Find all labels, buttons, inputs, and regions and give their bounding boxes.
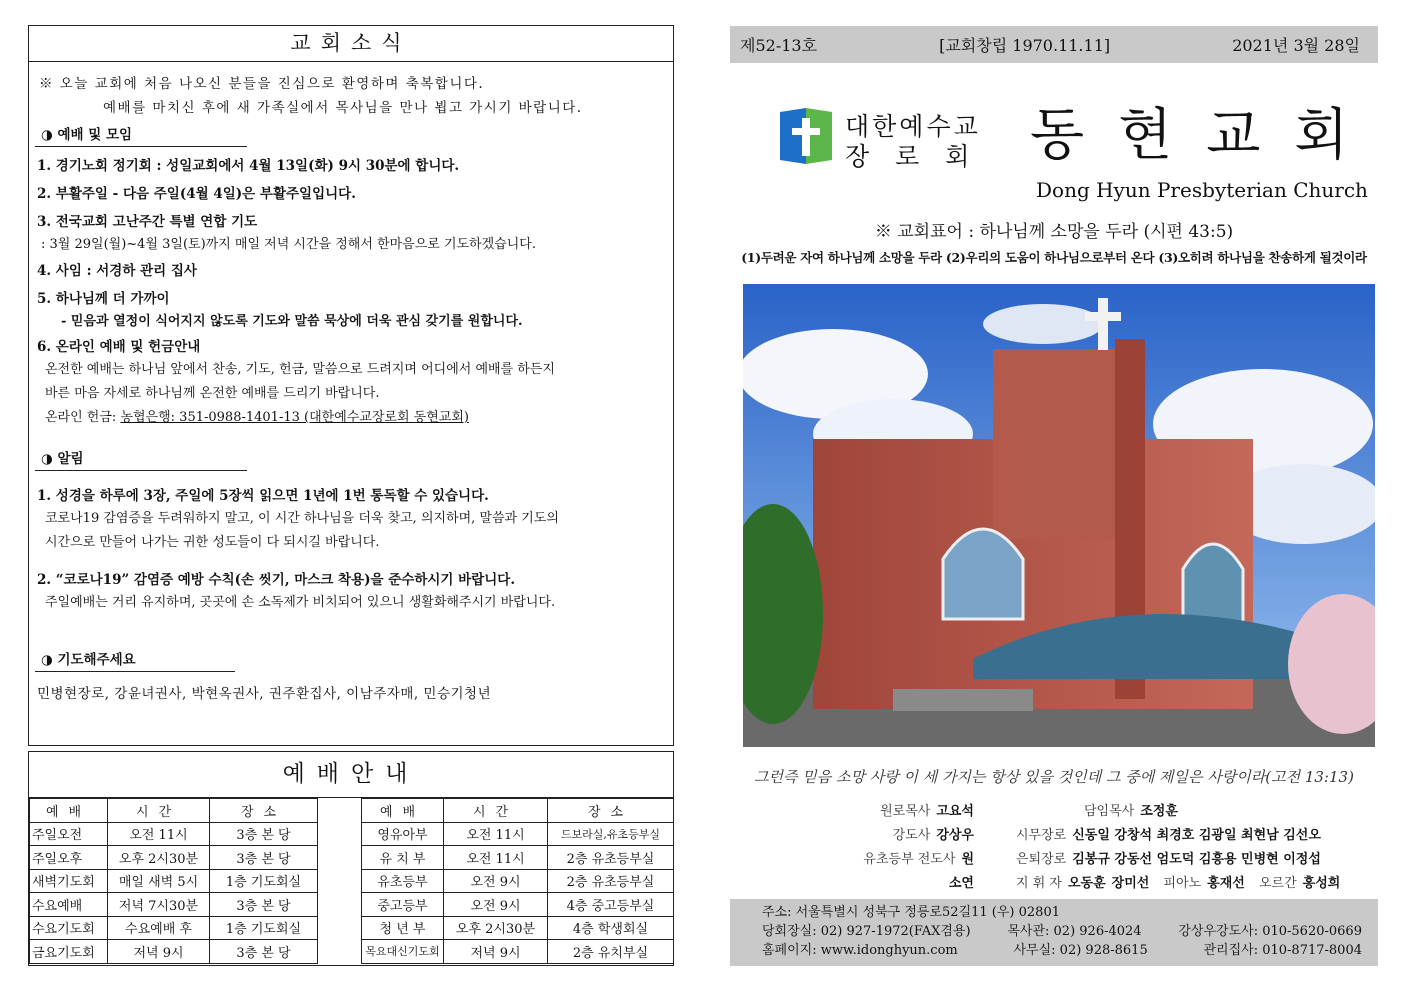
manse-phone: 목사관: 02) 926-4024 xyxy=(1007,924,1142,939)
table-cell: 유 치 부 xyxy=(362,846,444,870)
header-cell: 시간 xyxy=(444,799,548,823)
website: 홈페이지: www.idonghyun.com xyxy=(762,943,958,958)
table-cell: 저녁 7시30분 xyxy=(108,893,210,917)
staff-label: 유초등부 전도사 xyxy=(863,852,956,867)
staff-name: 원소연 xyxy=(948,852,974,891)
staff-row xyxy=(852,848,974,896)
table-cell: 수요예배 xyxy=(30,893,108,917)
founding-date: [교회창립 1970.11.11] xyxy=(939,36,1111,55)
bulletin-date: 2021년 3월 28일 xyxy=(1232,36,1360,55)
staff-row xyxy=(1016,872,1376,896)
staff-label: 담임목사 xyxy=(1084,804,1135,819)
elder-names: 신동일 강창석 최경호 김광일 최현남 김선오 xyxy=(1072,828,1321,843)
table-cell: 1층 기도회실 xyxy=(210,916,318,940)
table-cell: 3층 본 당 xyxy=(210,893,318,917)
news-item-3-detail: : 3월 29일(월)~4월 3일(토)까지 매일 저녁 시간을 정해서 한마음으로 기도하겠습니다. xyxy=(41,237,536,252)
table-gap xyxy=(318,846,362,870)
table-row xyxy=(30,940,674,964)
office-phone: 당회장실: 02) 927-1972(FAX겸용) xyxy=(762,924,971,939)
church-name: 동현교회 xyxy=(1030,103,1383,168)
table-gap xyxy=(318,893,362,917)
table-row xyxy=(30,893,674,917)
section-notices: ◑ 알림 xyxy=(35,448,247,471)
table-cell: 3층 본 당 xyxy=(210,822,318,846)
worship-guide-box xyxy=(28,751,674,966)
news-item-6-line-2: 바른 마음 자세로 하나님께 온전한 예배를 드리기 바랍니다. xyxy=(45,386,380,401)
table-cell: 3층 본 당 xyxy=(210,846,318,870)
contact-footer xyxy=(730,899,1378,966)
table-cell: 주일오후 xyxy=(30,846,108,870)
table-cell: 새벽기도회 xyxy=(30,869,108,893)
table-cell: 청 년 부 xyxy=(362,916,444,940)
table-cell: 수요기도회 xyxy=(30,916,108,940)
staff-row xyxy=(1016,800,1376,824)
issue-number: 제52-13호 xyxy=(740,36,818,55)
news-item-5: 5. 하나님께 더 가까이 xyxy=(37,291,170,307)
table-row xyxy=(30,916,674,940)
staff-row xyxy=(852,824,974,848)
table-row xyxy=(30,869,674,893)
address: 주소: 서울특별시 성북구 정릉로52길11 (우) 02801 xyxy=(762,905,1060,920)
table-cell: 저녁 9시 xyxy=(108,940,210,964)
staff-right xyxy=(1016,800,1376,896)
header-cell: 예배 xyxy=(362,799,444,823)
news-item-6: 6. 온라인 예배 및 헌금안내 xyxy=(37,339,201,355)
notice-2: 2. “코로나19” 감염증 예방 수칙(손 씻기, 마스크 착용)을 준수하시기 바랍니다. xyxy=(37,572,516,588)
notice-1: 1. 성경을 하루에 3장, 주일에 5장씩 읽으면 1년에 1번 통독할 수 있습니다. xyxy=(37,488,489,504)
table-cell: 저녁 9시 xyxy=(444,940,548,964)
denomination-line-1: 대한예수교 xyxy=(845,112,981,141)
scripture-quote: 그런즉 믿음 소망 사랑 이 세 가지는 항상 있을 것인데 그 중에 제일은 사랑이라(고전 13:13) xyxy=(754,768,1354,786)
online-offering-label: 온라인 헌금: xyxy=(45,410,121,425)
table-cell: 오전 9시 xyxy=(444,893,548,917)
office-phone-2: 사무실: 02) 928-8615 xyxy=(1013,943,1148,958)
table-cell: 중고등부 xyxy=(362,893,444,917)
table-gap xyxy=(318,822,362,846)
staff-label: 원로목사 xyxy=(880,804,931,819)
header-cell: 장소 xyxy=(548,799,674,823)
staff-row xyxy=(852,800,974,824)
news-item-3: 3. 전국교회 고난주간 특별 연합 기도 xyxy=(37,214,258,230)
table-gap xyxy=(318,916,362,940)
table-cell: 4층 중고등부실 xyxy=(548,893,674,917)
table-cell: 1층 기도회실 xyxy=(210,869,318,893)
church-motto: ※ 교회표어 : 하나님께 소망을 두라 (시편 43:5) xyxy=(874,222,1234,242)
church-building-photo xyxy=(743,284,1375,747)
prayer-list: 민병현장로, 강윤녀권사, 박현옥권사, 권주환집사, 이남주자매, 민승기청년 xyxy=(37,686,492,702)
motto-verses: (1)두려운 자여 하나님께 소망을 두라 (2)우리의 도움이 하나님으로부터 온다 (3)오히려 하나님을 찬송하게 될것이라 xyxy=(741,250,1367,265)
section-worship-meetings: ◑ 예배 및 모임 xyxy=(35,124,247,147)
table-cell: 오전 11시 xyxy=(444,822,548,846)
denomination-line-2: 장로회 xyxy=(845,142,996,171)
news-item-4: 4. 사임 : 서경하 관리 집사 xyxy=(37,263,197,279)
table-cell: 2층 유초등부실 xyxy=(548,846,674,870)
table-cell: 오후 2시30분 xyxy=(108,846,210,870)
staff-name: 고요석 xyxy=(936,804,974,819)
table-cell: 오전 9시 xyxy=(444,869,548,893)
staff-row xyxy=(1016,824,1376,848)
header-cell: 시간 xyxy=(108,799,210,823)
news-item-5-detail: - 믿음과 열정이 식어지지 않도록 기도와 말씀 묵상에 더욱 관심 갖기를 원합니다. xyxy=(61,314,523,329)
news-item-1: 1. 경기노회 정기회 : 성일교회에서 4월 13일(화) 9시 30분에 합니다. xyxy=(37,158,460,174)
news-title: 교회소식 xyxy=(29,26,673,62)
news-item-6-line-1: 온전한 예배는 하나님 앞에서 찬송, 기도, 헌금, 말씀으로 드려지며 어디에서 예배를 하든지 xyxy=(45,362,555,377)
staff-left xyxy=(852,800,974,896)
staff-row xyxy=(1016,848,1376,872)
header-cell: 장소 xyxy=(210,799,318,823)
manager-phone: 관리집사: 010-8717-8004 xyxy=(1203,943,1362,958)
organist-name: 홍성희 xyxy=(1302,876,1341,891)
conductor-name: 오동훈 xyxy=(1067,876,1106,891)
header-cell: 예배 xyxy=(30,799,108,823)
contact-row xyxy=(762,922,1362,941)
church-news-box xyxy=(28,25,674,746)
table-cell: 수요예배 후 xyxy=(108,916,210,940)
bank-account: 농협은행: 351-0988-1401-13 (대한예수교장로회 동현교회) xyxy=(120,410,469,425)
table-cell: 영유아부 xyxy=(362,822,444,846)
staff-label: 피아노 xyxy=(1163,876,1202,891)
notice-2-line-1: 주일예배는 거리 유지하며, 곳곳에 손 소독제가 비치되어 있으니 생활화해주시기 바랍니다. xyxy=(45,595,556,610)
staff-label: 은퇴장로 xyxy=(1016,852,1067,867)
table-cell: 3층 본 당 xyxy=(210,940,318,964)
contact-row xyxy=(762,941,1362,960)
table-header-row xyxy=(30,799,674,823)
table-cell: 드보라실,유초등부실 xyxy=(548,822,674,846)
soloist-name: 장미선 xyxy=(1111,876,1150,891)
worship-title: 예배안내 xyxy=(29,752,673,798)
table-gap xyxy=(318,869,362,893)
table-cell: 목요대신기도회 xyxy=(362,940,444,964)
table-row xyxy=(30,822,674,846)
table-row xyxy=(30,846,674,870)
denomination-name xyxy=(845,112,995,172)
online-offering xyxy=(29,406,673,430)
table-cell: 오전 11시 xyxy=(108,822,210,846)
table-cell: 오전 11시 xyxy=(444,846,548,870)
issue-header-bar xyxy=(730,26,1378,63)
preacher-phone: 강상우강도사: 010-5620-0669 xyxy=(1178,924,1362,939)
table-gap xyxy=(318,940,362,964)
table-cell: 4층 학생회실 xyxy=(548,916,674,940)
table-cell: 2층 유초등부실 xyxy=(548,869,674,893)
table-cell: 오후 2시30분 xyxy=(444,916,548,940)
staff-label: 오르간 xyxy=(1258,876,1297,891)
welcome-message xyxy=(29,62,673,120)
table-cell: 금요기도회 xyxy=(30,940,108,964)
retired-elder-names: 김봉규 강동선 엄도덕 김흥용 민병현 이정섭 xyxy=(1072,852,1321,867)
worship-table xyxy=(29,798,674,964)
church-cross-logo-icon xyxy=(780,108,832,164)
table-cell: 주일오전 xyxy=(30,822,108,846)
staff-label: 강도사 xyxy=(892,828,931,843)
welcome-line-1: ※ 오늘 교회에 처음 나오신 분들을 진심으로 환영하며 축복합니다. xyxy=(39,76,485,92)
pianist-name: 홍재선 xyxy=(1207,876,1245,891)
table-cell: 매일 새벽 5시 xyxy=(108,869,210,893)
welcome-line-2: 예배를 마치신 후에 새 가족실에서 목사님을 만나 뵙고 가시기 바랍니다. xyxy=(103,100,583,116)
staff-label: 지 휘 자 xyxy=(1016,876,1062,891)
table-cell: 유초등부 xyxy=(362,869,444,893)
church-english-name: Dong Hyun Presbyterian Church xyxy=(1036,178,1368,202)
notice-1-line-2: 시간으로 만들어 나가는 귀한 성도들이 다 되시길 바랍니다. xyxy=(45,535,380,550)
table-gap xyxy=(318,799,362,823)
table-cell: 2층 유치부실 xyxy=(548,940,674,964)
news-item-2: 2. 부활주일 - 다음 주일(4월 4일)은 부활주일입니다. xyxy=(37,186,356,202)
head-pastor-name: 조정훈 xyxy=(1140,804,1178,819)
section-prayer: ◑ 기도해주세요 xyxy=(35,649,235,672)
staff-label: 시무장로 xyxy=(1016,828,1067,843)
staff-name: 강상우 xyxy=(936,828,974,843)
notice-1-line-1: 코로나19 감염증을 두려워하지 말고, 이 시간 하나님을 더욱 찾고, 의지하며, 말씀과 기도의 xyxy=(45,511,559,526)
